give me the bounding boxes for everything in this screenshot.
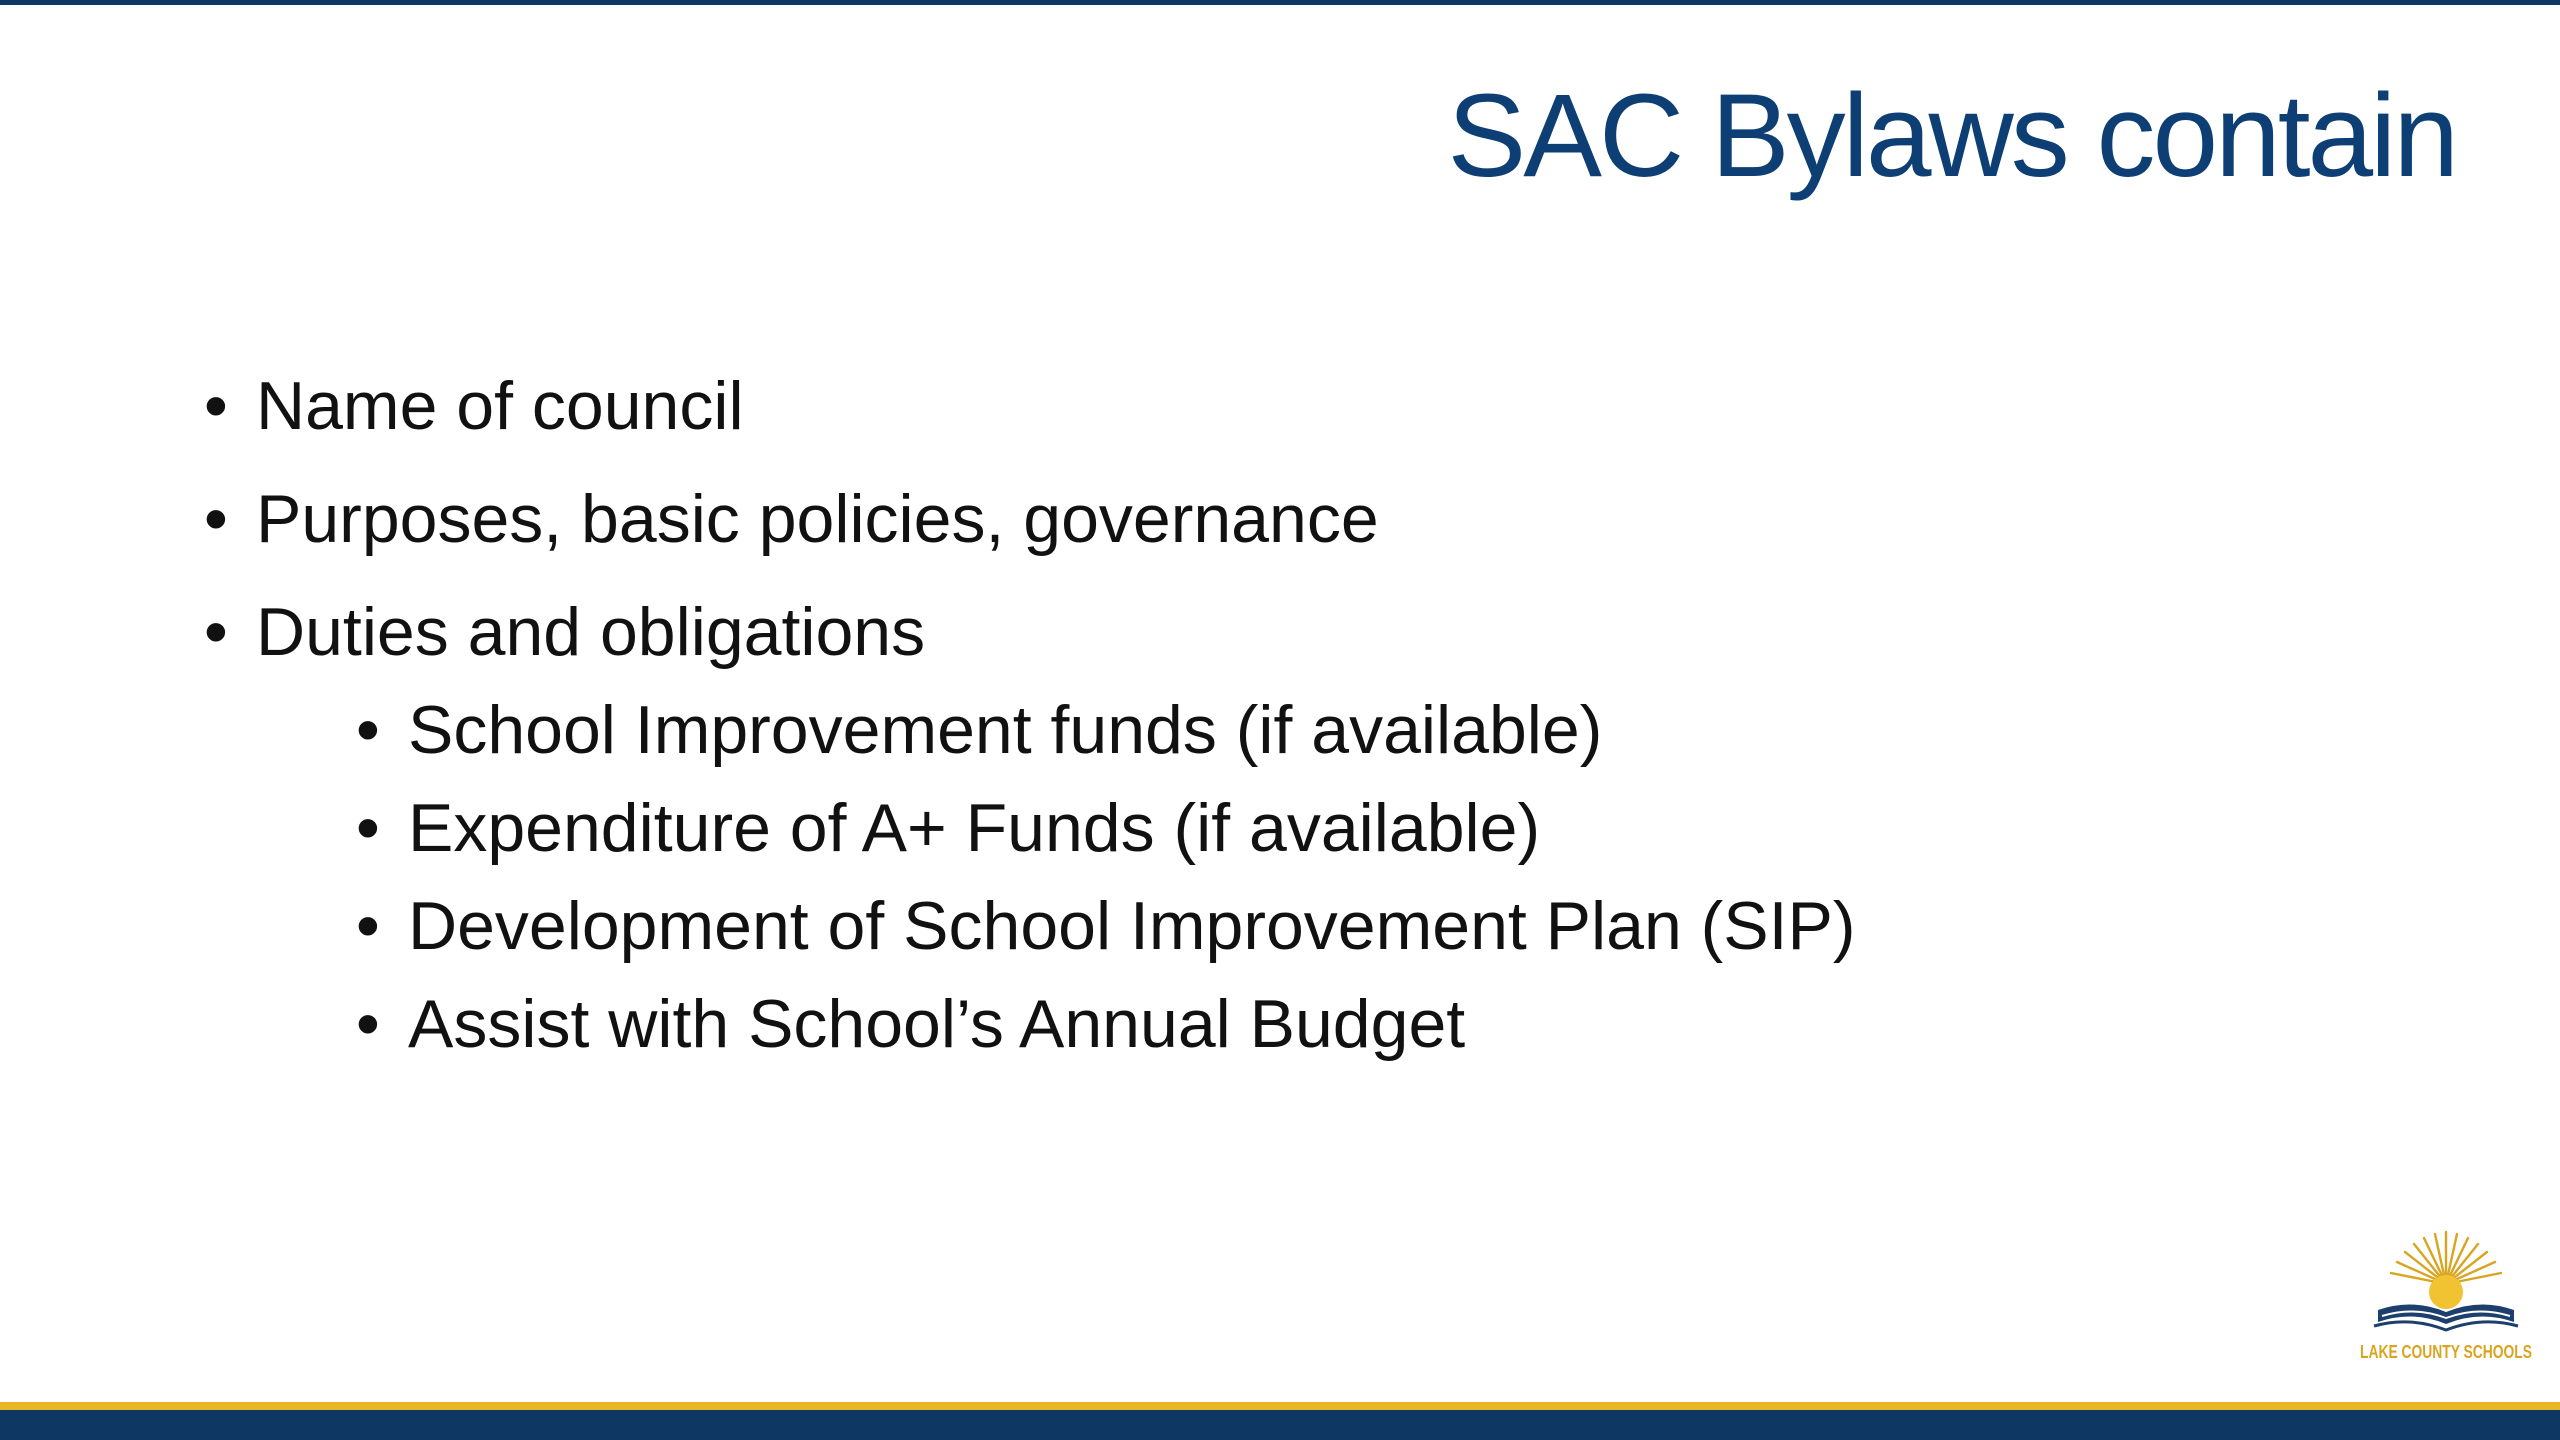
sub-bullet-text: Expenditure of A+ Funds (if available) [408, 790, 1541, 866]
sub-bullet-list [256, 682, 2400, 1072]
sub-bullet-item [352, 976, 2400, 1072]
bullet-item [200, 360, 2400, 452]
bullet-list [200, 360, 2400, 1072]
slide-content [200, 360, 2400, 1093]
logo-wordmark: LAKE COUNTY SCHOOLS [2360, 1342, 2532, 1362]
bullet-item [200, 473, 2400, 565]
sub-bullet-item [352, 780, 2400, 876]
bullet-text: Duties and obligations [256, 594, 926, 670]
bullet-text: Name of council [256, 368, 744, 444]
bottom-gold-stripe [0, 1402, 2560, 1410]
sun-over-open-book-icon [2356, 1226, 2536, 1376]
lake-county-schools-logo [2356, 1226, 2536, 1376]
sub-bullet-item [352, 878, 2400, 974]
sub-bullet-text: Development of School Improvement Plan (SIP) [408, 888, 1856, 964]
bullet-text: Purposes, basic policies, governance [256, 481, 1379, 557]
sub-bullet-text: Assist with School’s Annual Budget [408, 986, 1466, 1062]
sub-bullet-item [352, 682, 2400, 778]
bullet-item [200, 586, 2400, 1072]
bottom-navy-bar [0, 1410, 2560, 1440]
slide-title: SAC Bylaws contain [1447, 70, 2456, 202]
sub-bullet-text: School Improvement funds (if available) [408, 692, 1603, 768]
top-accent-rule [0, 0, 2560, 5]
